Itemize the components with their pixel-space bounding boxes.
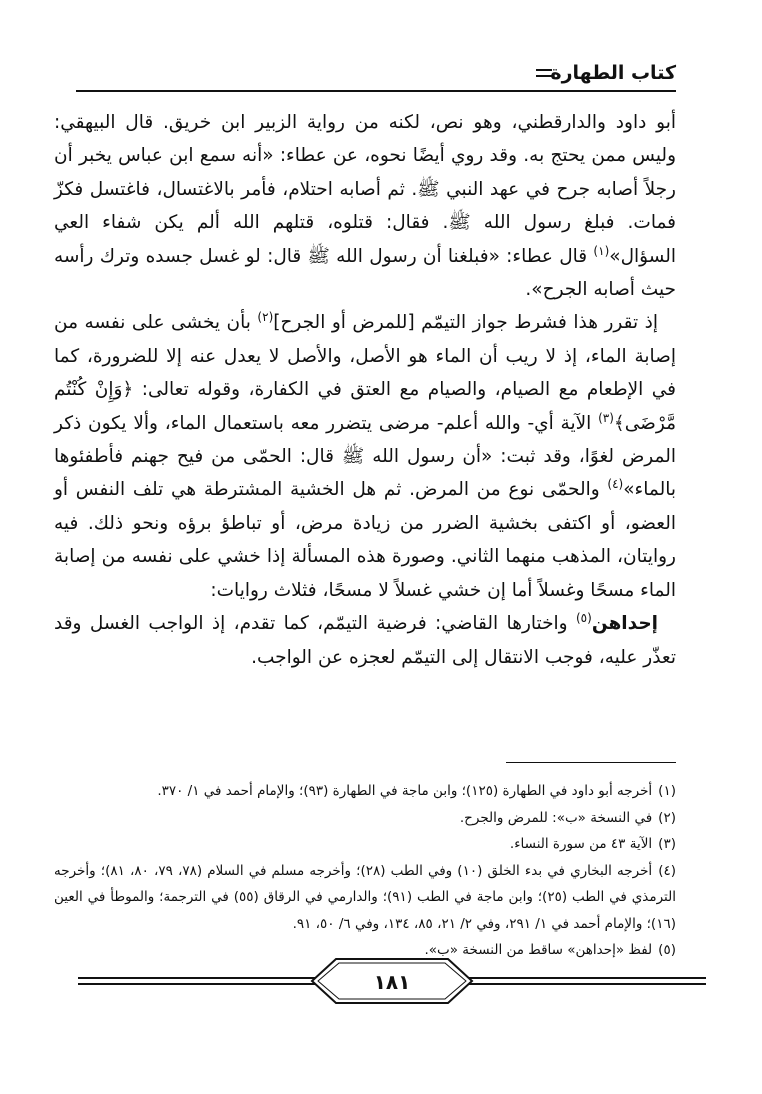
main-text bbox=[54, 106, 676, 674]
footnote-separator bbox=[506, 762, 676, 763]
footnote-4 bbox=[54, 858, 676, 938]
footnote-text: في النسخة «ب»: للمرض والجرح. bbox=[459, 809, 653, 826]
paragraph-1-text-b: قال عطاء: «فبلغنا أن رسول الله ﷺ قال: لو غسل جسده وترك رأسه حيث أصابه الجرح». bbox=[54, 245, 676, 301]
paragraph-1-text-a: أبو داود والدارقطني، وهو نص، لكنه من رواية الزبير ابن خريق. قال البيهقي: وليس ممن يحتج به. وقد روي أيضًا نحوه، عن عطاء: «أنه سمع ابن عباس يخبر أن رجلاً أصابه جرح في عهد النبي ﷺ. ثم أصابه احتلام، فأمر بالاغتسال، فاغتسل فكزّ فمات. فبلغ رسول الله ﷺ. فقال: قتلوه، قتلهم الله ألم يكن شفاء العي السؤال» bbox=[54, 112, 676, 267]
footnote-ref-1: (١) bbox=[593, 243, 610, 258]
header-rule bbox=[76, 90, 676, 92]
footnote-ref-4: (٤) bbox=[607, 477, 624, 492]
chapter-title: كتاب الطهارة bbox=[550, 62, 676, 84]
footnote-text: أخرجه البخاري في بدء الخلق (١٠) وفي الطب (٢٨)؛ وأخرجه مسلم في السلام (٧٨، ٧٩، ٨٠، ٨١)؛ وأخرجه الترمذي في الطب (٢٥)؛ وابن ماجة في الطب (٩١)؛ والدارمي في الرقاق (٥٥) في الترجمة؛ والموطأ في العين (١٦)؛ والإمام أحمد في ١/ ٢٩١، وفي ٢/ ٢١، ٨٥، ١٣٤، وفي ٦/ ٥٠، ٩١. bbox=[54, 862, 676, 932]
paragraph-2-text-c: الآية أي- والله أعلم- مرضى يتضرر معه باستعمال الماء، وألا يكون ذكر المرض لغوًا، وقد ثبت: «أن رسول الله ﷺ قال: الحمّى من فيح جهنم فأطفئوها بالماء» bbox=[54, 412, 676, 501]
paragraph-2-text-b: بأن يخشى على نفسه من إصابة الماء، إذ لا ريب أن الماء هو الأصل، والأصل لا يعدل عنه إلا للضرورة، كما في الإطعام مع الصيام، والصيام مع العتق في الكفارة، وقوله تعالى: ﴿وَإِنْ كُنْتُم مَّرْضَى﴾ bbox=[54, 312, 676, 434]
footnote-number: (١) bbox=[658, 783, 676, 799]
paragraph-2 bbox=[54, 306, 676, 607]
footnote-number: (٥) bbox=[658, 942, 676, 958]
footnote-number: (٤) bbox=[658, 862, 677, 879]
footnote-1 bbox=[54, 778, 676, 805]
paragraph-3-lead: إحداهن bbox=[591, 613, 658, 635]
footnote-number: (٣) bbox=[658, 836, 676, 852]
paragraph-2-text-a: إذ تقرر هذا فشرط جواز التيمّم [للمرض أو الجرح] bbox=[273, 312, 659, 334]
page-number-ornament bbox=[78, 957, 706, 1009]
paragraph-3-text: واختارها القاضي: فرضية التيمّم، كما تقدم، إذ الواجب الغسل وقد تعذّر عليه، فوجب الانتقال إلى التيمّم لعجزه عن الواجب. bbox=[54, 613, 676, 668]
footnote-text: الآية ٤٣ من سورة النساء. bbox=[509, 836, 653, 852]
paragraph-1 bbox=[54, 106, 676, 306]
footnote-3 bbox=[54, 831, 676, 858]
page-number: ١٨١ bbox=[373, 970, 411, 994]
header-ornament bbox=[536, 69, 552, 77]
footnote-text: أخرجه أبو داود في الطهارة (١٢٥)؛ وابن ماجة في الطهارة (٩٣)؛ والإمام أحمد في ١/ ٣٧٠. bbox=[157, 783, 653, 799]
paragraph-2-text-d: والحمّى نوع من المرض. ثم هل الخشية المشترطة هي تلف النفس أو العضو، أو اكتفى بخشية الضرر من زيادة مرض، أو تباطؤ برؤه ونحو ذلك. فيه روايتان، المذهب منهما الثاني. وصورة هذه المسألة إذا خشي على نفسه من إصابة الماء مسحًا وغسلاً أما إن خشي غسلاً لا مسحًا، فثلاث روايات: bbox=[54, 479, 676, 601]
paragraph-3 bbox=[54, 607, 676, 674]
footnote-2 bbox=[54, 805, 676, 832]
footnote-ref-3: (٣) bbox=[598, 410, 614, 425]
running-header bbox=[76, 58, 676, 92]
footnote-text: لفظ «إحداهن» ساقط من النسخة «ب». bbox=[424, 942, 653, 958]
footnotes bbox=[54, 778, 676, 964]
footnote-ref-2: (٢) bbox=[257, 310, 274, 325]
footnote-number: (٢) bbox=[658, 809, 676, 826]
footnote-ref-5: (٥) bbox=[575, 610, 592, 625]
